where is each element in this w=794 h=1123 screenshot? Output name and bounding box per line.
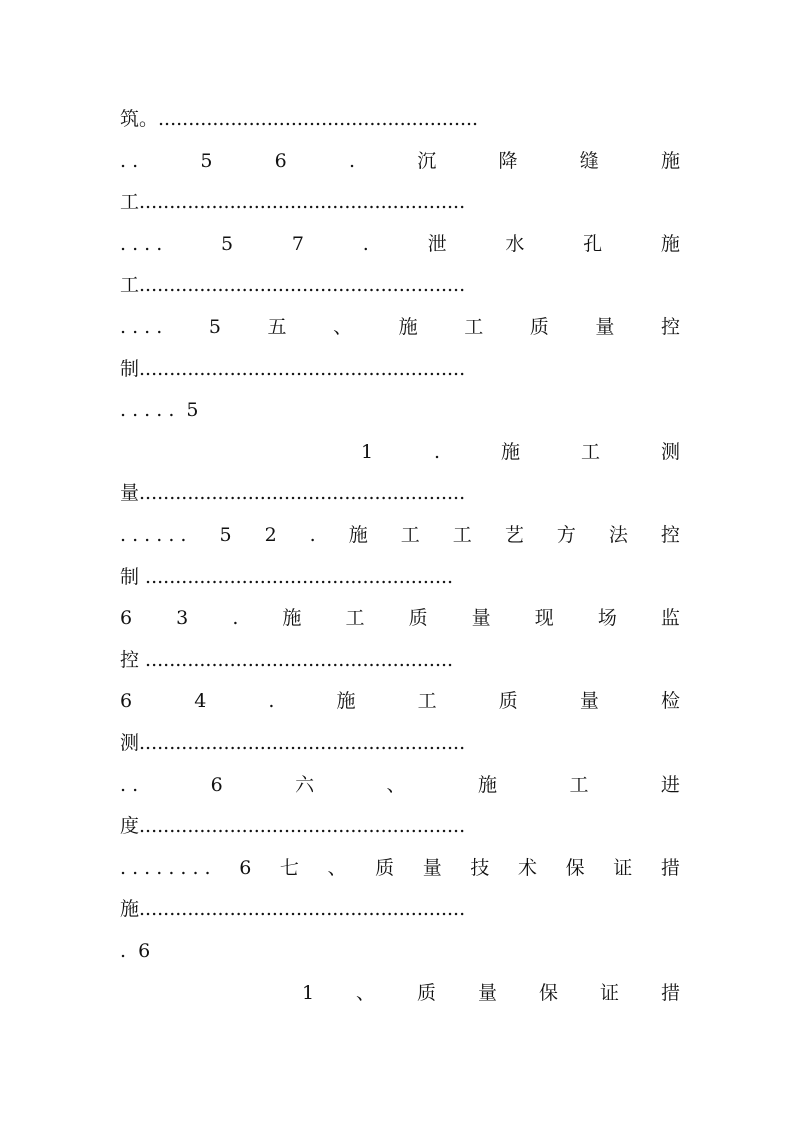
toc-token: 施	[398, 316, 418, 338]
toc-token: 七	[279, 856, 299, 879]
toc-token: 技	[470, 856, 490, 879]
toc-token: 工	[400, 524, 420, 546]
toc-token: 1	[360, 440, 374, 463]
toc-token: 6	[210, 773, 223, 796]
toc-token: .	[232, 607, 239, 630]
toc-token: 、	[356, 981, 376, 1004]
toc-line	[120, 229, 680, 259]
toc-token: 方	[556, 524, 576, 546]
toc-token: 6	[274, 149, 287, 172]
toc-token: 5	[200, 149, 213, 172]
toc-token: 施	[501, 440, 521, 463]
toc-token: . . . .	[120, 316, 163, 338]
toc-token: 5	[219, 524, 232, 546]
toc-token: 2	[264, 524, 277, 546]
toc-line	[260, 978, 680, 1008]
toc-line	[300, 437, 680, 467]
toc-token: 控	[660, 316, 680, 338]
toc-token: 施	[282, 607, 302, 630]
toc-token: .	[348, 149, 356, 172]
toc-token: 监	[660, 607, 680, 630]
toc-token: 4	[194, 690, 207, 713]
toc-token: 保	[565, 856, 585, 879]
toc-token: 工	[464, 316, 484, 338]
toc-line	[120, 603, 680, 633]
toc-token: 施	[660, 149, 680, 172]
toc-token: 质	[498, 690, 518, 713]
toc-line: . 6	[120, 940, 151, 962]
toc-token: 6	[120, 690, 133, 713]
toc-token: 证	[599, 981, 619, 1004]
toc-token: 艺	[504, 524, 524, 546]
toc-token: 孔	[583, 232, 603, 255]
toc-token: 量	[579, 690, 599, 713]
toc-token: 7	[291, 232, 304, 255]
toc-token: 5	[208, 316, 221, 338]
toc-token: 6	[239, 856, 252, 879]
toc-token: 法	[608, 524, 628, 546]
toc-token: 测	[660, 440, 680, 463]
toc-token: 场	[597, 607, 617, 630]
toc-token: 工	[580, 440, 600, 463]
toc-token: 水	[505, 232, 525, 255]
toc-token: . .	[120, 773, 139, 796]
toc-token: 量	[595, 316, 615, 338]
toc-token: 、	[386, 773, 406, 796]
toc-token: . . . .	[120, 232, 163, 255]
toc-token: 泄	[427, 232, 447, 255]
toc-token: 证	[613, 856, 633, 879]
toc-token: 控	[660, 524, 680, 546]
toc-token: 五	[267, 316, 287, 338]
toc-token: 质	[375, 856, 395, 879]
toc-token: 量	[422, 856, 442, 879]
toc-token: 施	[348, 524, 368, 546]
toc-line	[120, 146, 680, 176]
toc-token: .	[268, 690, 275, 713]
toc-token: . .	[120, 149, 139, 172]
toc-line: 施......................................................	[120, 898, 466, 921]
toc-token: .	[434, 440, 441, 463]
toc-token: 质	[529, 316, 549, 338]
toc-token: 措	[660, 856, 680, 879]
toc-line: 工......................................................	[120, 191, 466, 214]
toc-line	[120, 520, 680, 550]
toc-token: 工	[569, 773, 589, 796]
toc-line: 工......................................................	[120, 274, 466, 297]
toc-token: 工	[452, 524, 472, 546]
toc-line	[120, 770, 680, 800]
toc-token: 现	[534, 607, 554, 630]
toc-line: 制......................................................	[120, 357, 466, 380]
toc-token: 5	[221, 232, 234, 255]
toc-token: 措	[660, 981, 680, 1004]
toc-token: . . . . . .	[120, 524, 187, 546]
toc-token: 检	[660, 690, 680, 713]
toc-line: 测......................................................	[120, 732, 466, 754]
toc-token: 质	[408, 607, 428, 630]
toc-token: 缝	[579, 149, 599, 172]
toc-line: 控 ...................................................	[120, 648, 454, 671]
toc-token: 1	[301, 981, 315, 1004]
toc-line: 量......................................................	[120, 482, 466, 505]
toc-line: 制 ...................................................	[120, 565, 454, 588]
toc-token: 3	[176, 607, 189, 630]
toc-line: 筑。.....................................................	[120, 108, 479, 130]
toc-token: 降	[498, 149, 518, 172]
toc-line: . . . . . 5	[120, 399, 199, 422]
toc-token: 工	[417, 690, 437, 713]
toc-token: 质	[417, 981, 437, 1004]
toc-token: 6	[120, 607, 133, 630]
toc-token: . . . . . . . .	[120, 856, 211, 879]
toc-line	[120, 686, 680, 716]
toc-token: 量	[471, 607, 491, 630]
toc-token: 沉	[417, 149, 437, 172]
toc-token: 进	[660, 773, 680, 796]
toc-token: 、	[327, 856, 347, 879]
toc-line	[120, 312, 680, 342]
toc-token: .	[309, 524, 316, 546]
toc-token: 量	[478, 981, 498, 1004]
toc-token: .	[362, 232, 369, 255]
toc-token: 六	[295, 773, 315, 796]
toc-token: 施	[660, 232, 680, 255]
toc-token: 施	[336, 690, 356, 713]
toc-token: 施	[478, 773, 498, 796]
toc-token: 工	[345, 607, 365, 630]
toc-line: 度......................................................	[120, 815, 466, 838]
toc-token: 保	[538, 981, 558, 1004]
toc-line	[120, 853, 680, 883]
toc-token: 、	[333, 316, 353, 338]
toc-token: 术	[518, 856, 538, 879]
